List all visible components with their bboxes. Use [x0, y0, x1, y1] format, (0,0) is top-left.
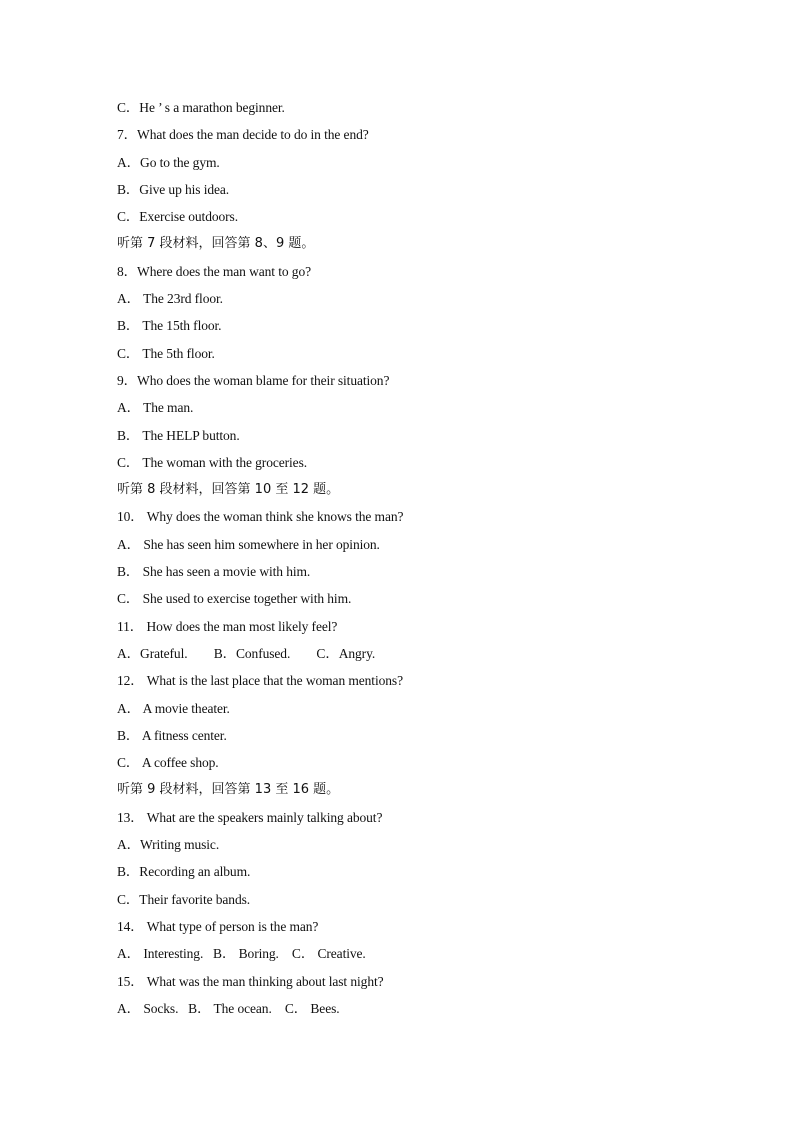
q13-option-a: A．Writing music. — [117, 837, 220, 853]
q9-option-c: C． The woman with the groceries. — [117, 454, 308, 470]
question-7: 7．What does the man decide to do in the end? — [117, 127, 369, 143]
q12-option-a: A． A movie theater. — [117, 700, 230, 716]
section-8-instruction: 听第 8 段材料，回答第 10 至 12 题。 — [117, 482, 340, 498]
question-9: 9．Who does the woman blame for their situation? — [117, 372, 390, 388]
q10-option-a: A． She has seen him somewhere in her opinion. — [117, 536, 380, 552]
q8-option-a: A． The 23rd floor. — [117, 291, 223, 307]
q10-option-b: B． She has seen a movie with him. — [117, 564, 311, 580]
q14-options: A． Interesting. B． Boring. C． Creative. — [117, 946, 366, 962]
q7-option-c: C．Exercise outdoors. — [117, 209, 238, 225]
question-13: 13． What are the speakers mainly talking about? — [117, 809, 383, 825]
q12-option-b: B． A fitness center. — [117, 727, 227, 743]
q9-option-a: A． The man. — [117, 400, 194, 416]
q8-option-b: B． The 15th floor. — [117, 318, 222, 334]
q13-option-c: C．Their favorite bands. — [117, 891, 251, 907]
question-15: 15． What was the man thinking about last night? — [117, 973, 384, 989]
section-9-instruction: 听第 9 段材料，回答第 13 至 16 题。 — [117, 782, 340, 798]
question-10: 10． Why does the woman think she knows the man? — [117, 509, 404, 525]
document-page — [117, 94, 757, 1022]
question-11: 11． How does the man most likely feel? — [117, 618, 338, 634]
q11-options: A．Grateful. B．Confused. C．Angry. — [117, 645, 376, 661]
q12-option-c: C． A coffee shop. — [117, 755, 219, 771]
q8-option-c: C． The 5th floor. — [117, 345, 215, 361]
q10-option-c: C． She used to exercise together with him. — [117, 591, 352, 607]
q15-options: A． Socks. B． The ocean. C． Bees. — [117, 1000, 340, 1016]
question-8: 8．Where does the man want to go? — [117, 263, 311, 279]
option-c-marathon-beginner: C．He ’ s a marathon beginner. — [117, 100, 285, 115]
question-14: 14． What type of person is the man? — [117, 918, 319, 934]
section-7-instruction: 听第 7 段材料，回答第 8、9 题。 — [117, 236, 315, 252]
q7-option-b: B．Give up his idea. — [117, 181, 230, 197]
q13-option-b: B．Recording an album. — [117, 864, 251, 880]
question-12: 12． What is the last place that the woman mentions? — [117, 673, 403, 689]
q7-option-a: A．Go to the gym. — [117, 154, 220, 170]
q9-option-b: B． The HELP button. — [117, 427, 240, 443]
